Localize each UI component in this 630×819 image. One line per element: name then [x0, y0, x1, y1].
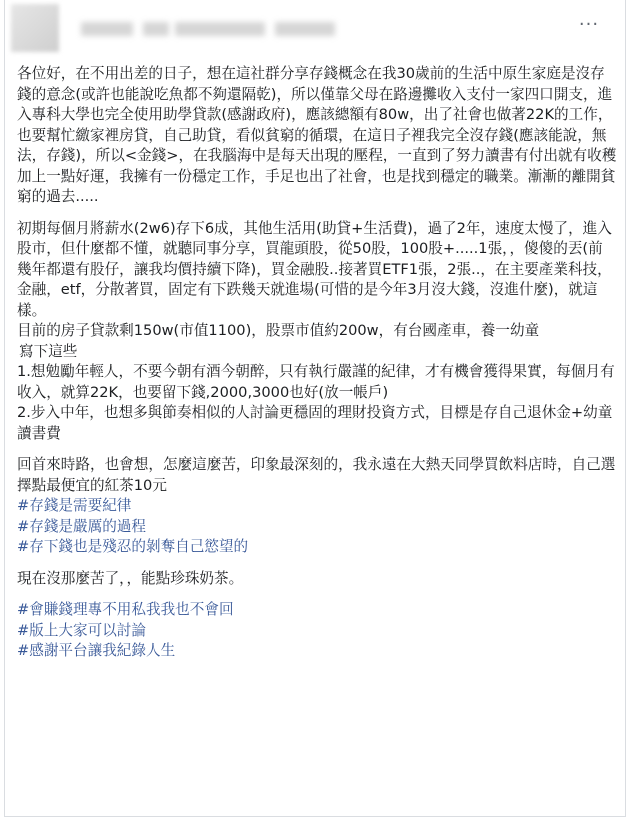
author-name-redacted[interactable] [81, 22, 133, 36]
post-meta-redacted [175, 22, 265, 36]
post-card [4, 0, 626, 817]
avatar[interactable] [11, 4, 59, 52]
post-paragraph-status: 目前的房子貸款剩150w(市值1100)，股票市值約200w，有台國產車，養一幼童 [17, 322, 540, 339]
post-paragraph-now: 現在沒那麼苦了，，能點珍珠奶茶。 [17, 569, 244, 587]
hashtag-link[interactable]: #會賺錢理專不用私我我也不會回 [17, 601, 234, 618]
author-name-redacted-2 [143, 22, 169, 36]
hashtag-link[interactable]: #感謝平台讓我紀錄人生 [17, 642, 176, 659]
hashtag-link[interactable]: #存錢是需要紀律 [17, 497, 132, 514]
hashtag-link[interactable]: #版上大家可以討論 [17, 621, 146, 639]
post-point-1: 1.想勉勵年輕人，不要今朝有酒今朝醉，只有執行嚴謹的紀律，才有機會獲得果實，每個月有收入，就算22K，也要留下錢,2000,3000也好(放一帳戶) [17, 363, 615, 401]
post-paragraph-intro: 各位好，在不用出差的日子，想在這社群分享存錢概念在我30歲前的生活中原生家庭是沒存錢的意念(或許也能說吃魚都不夠還隔乾)，所以僅靠父母在路邊攤收入支付一家四口開支，進入專科大學也完全使用助學貸款(感謝政府)，應該總額有80w，出了社會也做著22K的工作，也要幫忙繳家裡房貸，自己助貸，看似貧窮的循環，在這日子裡我完全沒存錢(應該能說，無法，存錢)，所以<金錢>，在我腦海中是每天出現的壓程，一直到了努力讀書有付出就有收穫加上一點好運，我擁有一份穩定工作，手足也出了社會，也是找到穩定的職業。漸漸的離開貧窮的過去..... [17, 65, 617, 205]
post-header [5, 0, 625, 62]
post-line-write: 寫下這些 [19, 342, 78, 360]
post-point-2: 2.步入中年，也想多與節奏相似的人討論更穩固的理財投資方式，目標是存自己退休金+幼童讀書費 [17, 404, 613, 442]
post-meta-redacted-2 [275, 22, 335, 36]
post-paragraph-memory: 回首來時路，也會想，怎麼這麼苦，印象最深刻的，我永遠在大熱天同學買飲料店時，自己選擇點最便宜的紅茶10元 [17, 456, 616, 494]
post-paragraph-savings: 初期每個月將薪水(2w6)存下6成，其他生活用(助貸+生活費)，過了2年，速度太慢了，進入股市，但什麼都不懂，就聽同事分享，買龍頭股，從50股，100股+.....1張，，傻傻的丟(前幾年都還有股仔，讓我均價持續下降)，買金融股..接著買ETF1張，2張..，在主要產業科技，金融，etf，分散著買，固定有下跌幾天就進場(可惜的是今年3月沒大錢，沒進什麼)，就這樣。 [17, 219, 612, 319]
more-options-icon[interactable]: ... [578, 9, 600, 30]
hashtag-link[interactable]: #存錢是嚴厲的過程 [17, 517, 146, 535]
post-body [17, 64, 617, 662]
hashtag-link[interactable]: #存下錢也是殘忍的剝奪自己慾望的 [17, 538, 249, 555]
